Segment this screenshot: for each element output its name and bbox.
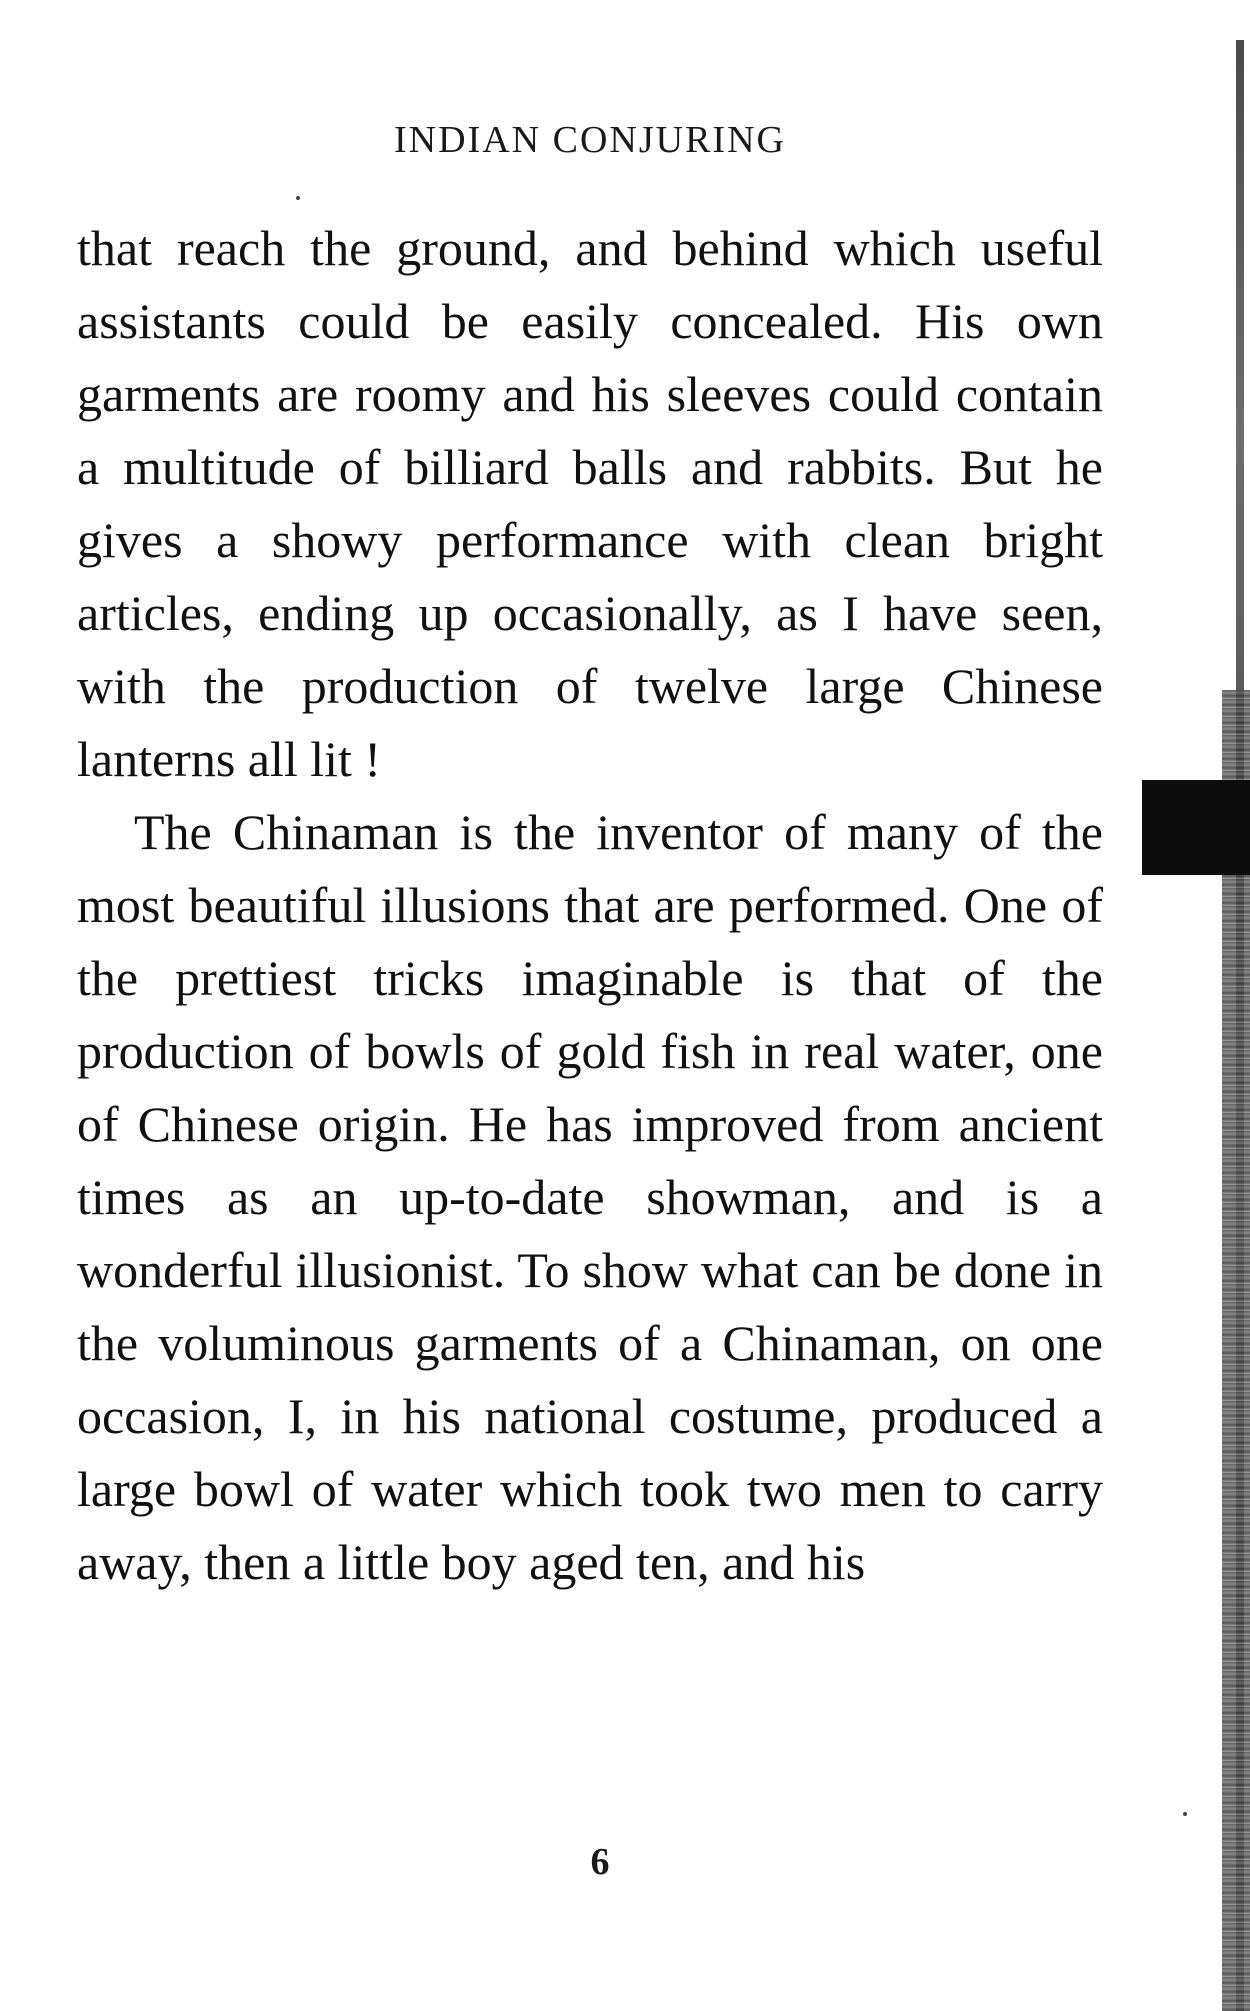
body-text (77, 212, 1103, 1599)
edge-tab-mark (1142, 780, 1250, 875)
paragraph: The Chinaman is the inventor of many of the most beautiful illusions that are performed. One of the prettiest tricks imaginable is that of the production of bowls of gold fish in real water, one of Chinese origin. He has improved from ancient times as an up-to-date showman, and is a wonderful illusionist. To show what can be done in the voluminous garments of a Chinaman, on one occasion, I, in his national costume, produced a large bowl of water which took two men to carry away, then a little boy aged ten, and his (77, 804, 1103, 1590)
paragraph-continuation: that reach the ground, and behind which useful assistants could be easily concealed. His own garments are roomy and his sleeves could contain a multitude of billiard balls and rabbits. But he gives a showy performance with clean bright articles, ending up occasionally, as I have seen, with the production of twelve large Chinese lanterns all lit ! (77, 220, 1103, 787)
scan-speck (296, 196, 300, 200)
running-head: INDIAN CONJURING (394, 119, 786, 161)
page-edge-strip (1222, 690, 1250, 2011)
page-number: 6 (590, 1841, 610, 1883)
scan-speck (1183, 1812, 1187, 1816)
